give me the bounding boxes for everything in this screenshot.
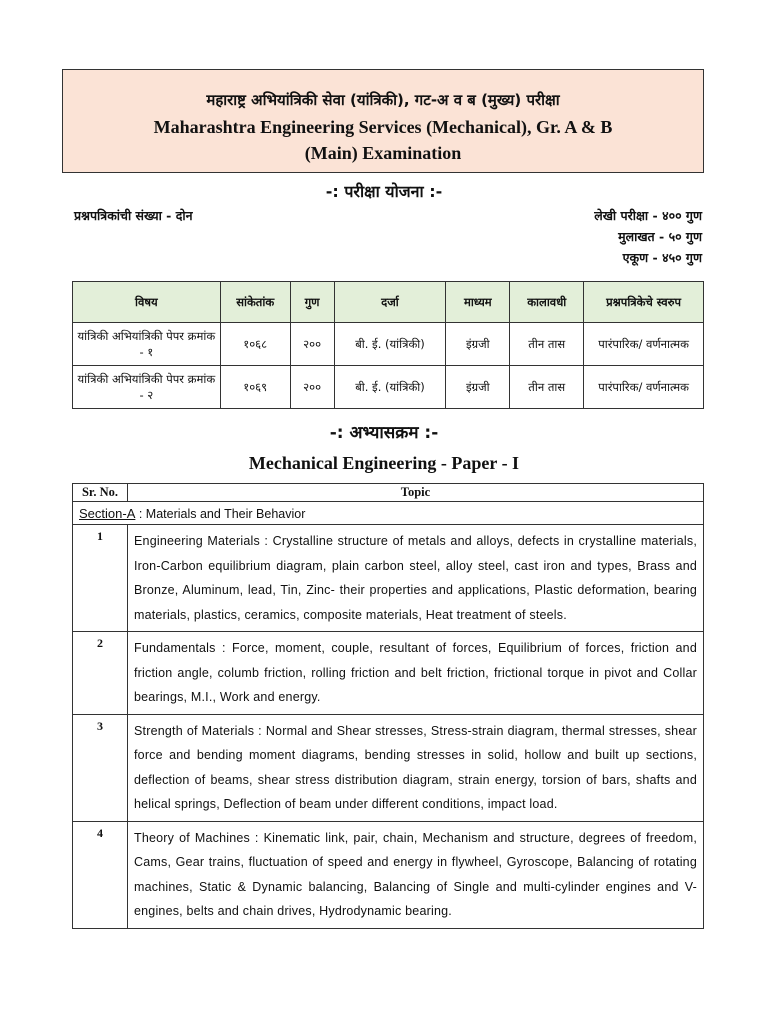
syllabus-header-row xyxy=(73,484,704,502)
cell-standard: बी. ई. (यांत्रिकी) xyxy=(334,323,446,366)
topic-number: 3 xyxy=(73,714,128,821)
topic-name: Fundamentals : xyxy=(134,641,232,655)
topic-name: Engineering Materials : xyxy=(134,534,273,548)
section-cell xyxy=(73,502,704,525)
title-marathi: महाराष्ट्र अभियांत्रिकी सेवा (यांत्रिकी), गट-अ व ब (मुख्य) परीक्षा xyxy=(206,91,560,109)
topic-content xyxy=(128,525,704,632)
written-marks: लेखी परीक्षा - ४०० गुण xyxy=(594,208,702,223)
section-row xyxy=(73,502,704,525)
cell-medium: इंग्रजी xyxy=(446,323,510,366)
cell-code: १०६९ xyxy=(220,366,290,409)
section-title: : Materials and Their Behavior xyxy=(135,506,306,521)
syllabus-table xyxy=(72,483,704,929)
topic-number: 2 xyxy=(73,632,128,715)
title-english-line1: Maharashtra Engineering Services (Mechanical), Gr. A & B xyxy=(153,117,613,137)
topic-text: Crystalline structure of metals and alloys, defects in crystalline materials, Iron-Carbon equilibrium diagram, plain carbon steel, alloy steel, cast iron and types, Brass and Bronze, Aluminum, lead, Tin, Zinc- their properties and applications, Plastic deformation, bearing materials, plastics, ceramics, composite materials, Heat treatment of steels. xyxy=(134,534,697,622)
topic-number: 1 xyxy=(73,525,128,632)
col-medium: माध्यम xyxy=(446,282,510,323)
interview-marks: मुलाखत - ५० गुण xyxy=(618,229,702,244)
exam-scheme-table xyxy=(72,281,704,409)
cell-subject: यांत्रिकी अभियांत्रिकी पेपर क्रमांक - २ xyxy=(73,366,221,409)
topic-text: Force, moment, couple, resultant of forces, Equilibrium of forces, friction and friction angle, columb friction, rolling friction and belt friction, frictional torque in pivot and Collar bearings, M.I., Work and energy. xyxy=(134,641,697,704)
cell-paper-type: पारंपारिक/ वर्णनात्मक xyxy=(584,366,704,409)
cell-subject: यांत्रिकी अभियांत्रिकी पेपर क्रमांक - १ xyxy=(73,323,221,366)
topic-text: Normal and Shear stresses, Stress-strain diagram, thermal stresses, shear force and bending moment diagrams, bending stresses in solid, hollow and built up sections, deflection of beams, shear stress distribution diagram, strain energy, torsion of bars, shafts and helical springs, Deflection of beam under different conditions, impact load. xyxy=(134,723,697,811)
cell-code: १०६८ xyxy=(220,323,290,366)
col-duration: कालावधी xyxy=(510,282,584,323)
table-row xyxy=(73,366,704,409)
col-standard: दर्जा xyxy=(334,282,446,323)
topic-row xyxy=(73,632,704,715)
topic-row xyxy=(73,525,704,632)
col-code: सांकेतांक xyxy=(220,282,290,323)
cell-standard: बी. ई. (यांत्रिकी) xyxy=(334,366,446,409)
cell-paper-type: पारंपारिक/ वर्णनात्मक xyxy=(584,323,704,366)
topic-row xyxy=(73,714,704,821)
topic-text: Kinematic link, pair, chain, Mechanism and structure, degrees of freedom, Cams, Gear trains, fluctuation of speed and energy in flywheel, Gyroscope, Balancing of rotating machines, Static & Dynamic balancing, Balancing of Single and multi-cylinder engines and V-engines, belts and chain drives, Hydrodynamic bearing. xyxy=(134,830,697,918)
table-header-row xyxy=(73,282,704,323)
topic-name: Strength of Materials : xyxy=(134,723,266,738)
title-english-line2: (Main) Examination xyxy=(304,143,462,163)
topic-content xyxy=(128,632,704,715)
cell-duration: तीन तास xyxy=(510,366,584,409)
topic-content xyxy=(128,714,704,821)
cell-duration: तीन तास xyxy=(510,323,584,366)
paper-title: Mechanical Engineering - Paper - I xyxy=(248,453,520,473)
total-marks: एकूण - ४५० गुण xyxy=(622,250,702,265)
papers-count: प्रश्नपत्रिकांची संख्या - दोन xyxy=(74,208,193,223)
title-box xyxy=(62,69,704,173)
cell-medium: इंग्रजी xyxy=(446,366,510,409)
title-english xyxy=(63,114,703,166)
col-topic: Topic xyxy=(128,484,704,502)
cell-marks: २०० xyxy=(290,323,334,366)
col-sr-no: Sr. No. xyxy=(73,484,128,502)
col-paper-type: प्रश्नपत्रिकेचे स्वरुप xyxy=(584,282,704,323)
table-row xyxy=(73,323,704,366)
section-label: Section-A xyxy=(79,505,136,521)
col-marks: गुण xyxy=(290,282,334,323)
topic-row xyxy=(73,821,704,928)
syllabus-heading: -: अभ्यासक्रम :- xyxy=(329,423,439,443)
exam-scheme-heading: -: परीक्षा योजना :- xyxy=(325,182,443,201)
topic-content xyxy=(128,821,704,928)
col-subject: विषय xyxy=(73,282,221,323)
marks-summary xyxy=(594,205,702,268)
topic-name: Theory of Machines : xyxy=(134,830,264,845)
topic-number: 4 xyxy=(73,821,128,928)
cell-marks: २०० xyxy=(290,366,334,409)
